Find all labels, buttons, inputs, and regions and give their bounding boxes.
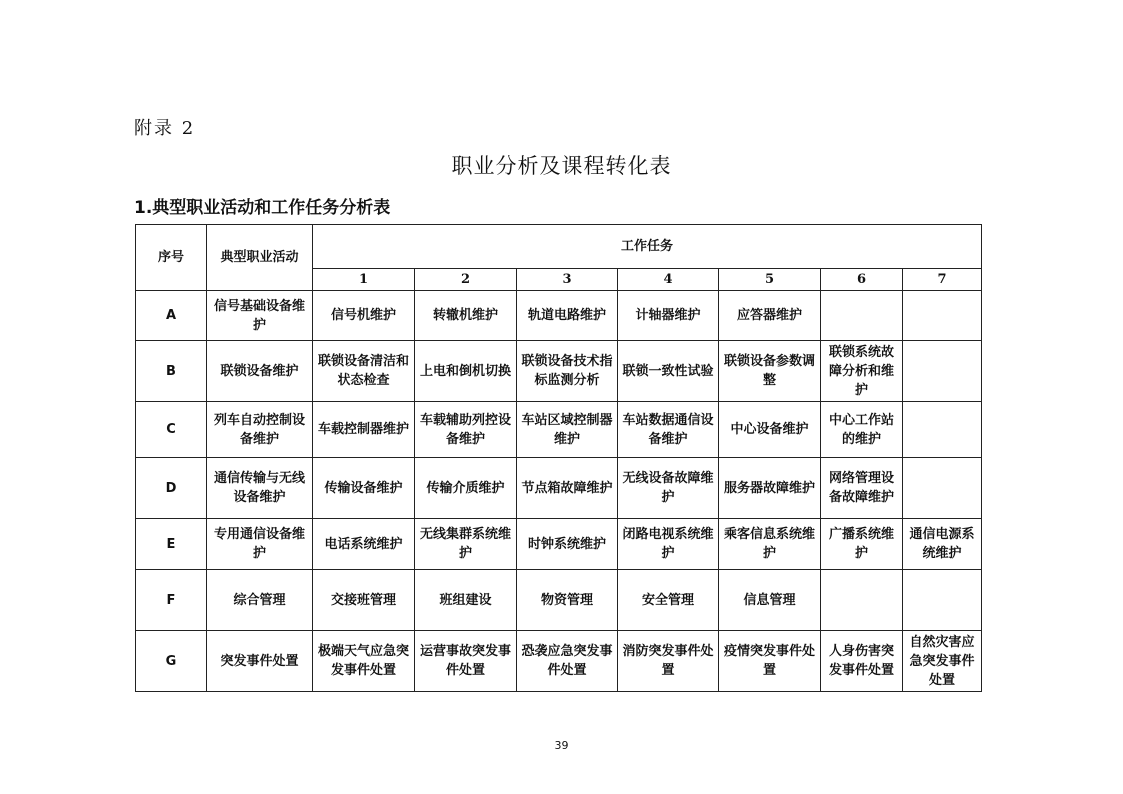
section-title: 1.典型职业活动和工作任务分析表: [134, 198, 391, 218]
table-row: [136, 570, 982, 631]
header-seq: 序号: [136, 225, 207, 291]
task-cell: [821, 291, 903, 341]
header-tasks: 工作任务: [313, 225, 982, 269]
row-seq: G: [136, 631, 207, 692]
task-cell: 应答器维护: [719, 291, 821, 341]
table-row: [136, 631, 982, 692]
table-row: [136, 291, 982, 341]
task-cell: 信息管理: [719, 570, 821, 631]
table-row: [136, 402, 982, 458]
row-activity: 综合管理: [207, 570, 313, 631]
task-cell: 网络管理设备故障维护: [821, 458, 903, 519]
task-cell: [903, 291, 982, 341]
header-task-number: 6: [821, 269, 903, 291]
task-cell: 无线集群系统维护: [415, 519, 517, 570]
task-cell: 联锁设备参数调整: [719, 341, 821, 402]
task-cell: 交接班管理: [313, 570, 415, 631]
task-cell: 联锁设备技术指标监测分析: [517, 341, 618, 402]
task-cell: 人身伤害突发事件处置: [821, 631, 903, 692]
row-seq: F: [136, 570, 207, 631]
row-activity: 专用通信设备维护: [207, 519, 313, 570]
row-activity: 信号基础设备维护: [207, 291, 313, 341]
header-task-number: 2: [415, 269, 517, 291]
task-cell: 车载控制器维护: [313, 402, 415, 458]
row-activity: 联锁设备维护: [207, 341, 313, 402]
task-cell: 中心设备维护: [719, 402, 821, 458]
task-cell: 物资管理: [517, 570, 618, 631]
appendix-label: 附录 2: [134, 118, 196, 139]
row-seq: B: [136, 341, 207, 402]
task-cell: 消防突发事件处置: [618, 631, 719, 692]
task-cell: 闭路电视系统维护: [618, 519, 719, 570]
table-row: [136, 341, 982, 402]
task-cell: 传输介质维护: [415, 458, 517, 519]
task-cell: 传输设备维护: [313, 458, 415, 519]
task-cell: 服务器故障维护: [719, 458, 821, 519]
page-number: 39: [554, 739, 569, 752]
row-seq: D: [136, 458, 207, 519]
task-cell: 通信电源系统维护: [903, 519, 982, 570]
page-title: 职业分析及课程转化表: [451, 154, 672, 178]
table-row: [136, 519, 982, 570]
task-cell: 上电和倒机切换: [415, 341, 517, 402]
task-cell: 转辙机维护: [415, 291, 517, 341]
row-seq: E: [136, 519, 207, 570]
task-cell: 轨道电路维护: [517, 291, 618, 341]
task-cell: 自然灾害应急突发事件处置: [903, 631, 982, 692]
task-cell: [903, 458, 982, 519]
task-cell: 安全管理: [618, 570, 719, 631]
header-task-number: 5: [719, 269, 821, 291]
header-task-number: 4: [618, 269, 719, 291]
task-cell: 极端天气应急突发事件处置: [313, 631, 415, 692]
header-task-number: 7: [903, 269, 982, 291]
row-activity: 突发事件处置: [207, 631, 313, 692]
task-cell: [903, 402, 982, 458]
header-task-number: 1: [313, 269, 415, 291]
task-cell: 电话系统维护: [313, 519, 415, 570]
task-cell: 联锁一致性试验: [618, 341, 719, 402]
task-cell: 车载辅助列控设备维护: [415, 402, 517, 458]
task-cell: 车站区域控制器维护: [517, 402, 618, 458]
task-cell: 联锁系统故障分析和维护: [821, 341, 903, 402]
task-cell: 车站数据通信设备维护: [618, 402, 719, 458]
task-cell: [903, 570, 982, 631]
task-cell: 中心工作站的维护: [821, 402, 903, 458]
task-cell: [903, 341, 982, 402]
task-cell: 疫情突发事件处置: [719, 631, 821, 692]
task-cell: 班组建设: [415, 570, 517, 631]
task-cell: 时钟系统维护: [517, 519, 618, 570]
task-cell: [821, 570, 903, 631]
task-cell: 乘客信息系统维护: [719, 519, 821, 570]
table-row: [136, 458, 982, 519]
row-activity: 通信传输与无线设备维护: [207, 458, 313, 519]
task-cell: 计轴器维护: [618, 291, 719, 341]
task-cell: 广播系统维护: [821, 519, 903, 570]
task-cell: 信号机维护: [313, 291, 415, 341]
task-cell: 节点箱故障维护: [517, 458, 618, 519]
task-cell: 联锁设备清洁和状态检查: [313, 341, 415, 402]
row-activity: 列车自动控制设备维护: [207, 402, 313, 458]
task-cell: 恐袭应急突发事件处置: [517, 631, 618, 692]
task-cell: 运营事故突发事件处置: [415, 631, 517, 692]
header-activity: 典型职业活动: [207, 225, 313, 291]
row-seq: A: [136, 291, 207, 341]
task-analysis-table: [135, 224, 982, 692]
row-seq: C: [136, 402, 207, 458]
header-task-number: 3: [517, 269, 618, 291]
task-cell: 无线设备故障维护: [618, 458, 719, 519]
